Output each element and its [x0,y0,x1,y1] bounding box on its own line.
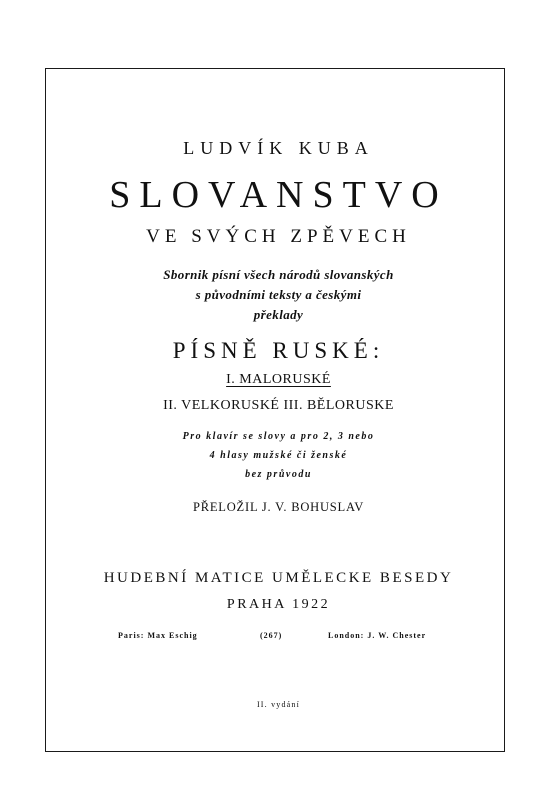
edition-note: II. vydání [256,700,301,709]
description-line: Sbornik písní všech národů slovanských [163,267,394,282]
footer-london: London: J. W. Chester [328,631,427,640]
book-title: SLOVANSTVO [109,174,448,216]
voicing-line: 4 hlasy mužské či ženské [209,450,348,461]
footer-catalog-number: (267) [260,631,283,640]
author-name: LUDVÍK KUBA [183,138,374,158]
section-heading: PÍSNĚ RUSKÉ: [172,338,385,363]
description-line: s původními teksty a českými [195,287,362,302]
book-subtitle: VE SVÝCH ZPĚVECH [146,226,411,247]
footer-paris: Paris: Max Eschig [118,631,198,640]
publisher-name: HUDEBNÍ MATICE UMĚLECKE BESEDY [103,570,454,586]
voicing-line: Pro klavír se slovy a pro 2, 3 nebo [182,431,375,442]
description-line: překlady [253,307,304,322]
part-current [0,372,557,388]
publication-place-year: PRAHA 1922 [226,597,331,612]
voicing-line: bez průvodu [245,469,312,480]
translator-credit: PŘELOŽIL J. V. BOHUSLAV [192,500,365,514]
part-current-label: I. MALORUSKÉ [226,372,331,387]
part-others: II. VELKORUSKÉ III. BĚLORUSKE [163,398,394,413]
